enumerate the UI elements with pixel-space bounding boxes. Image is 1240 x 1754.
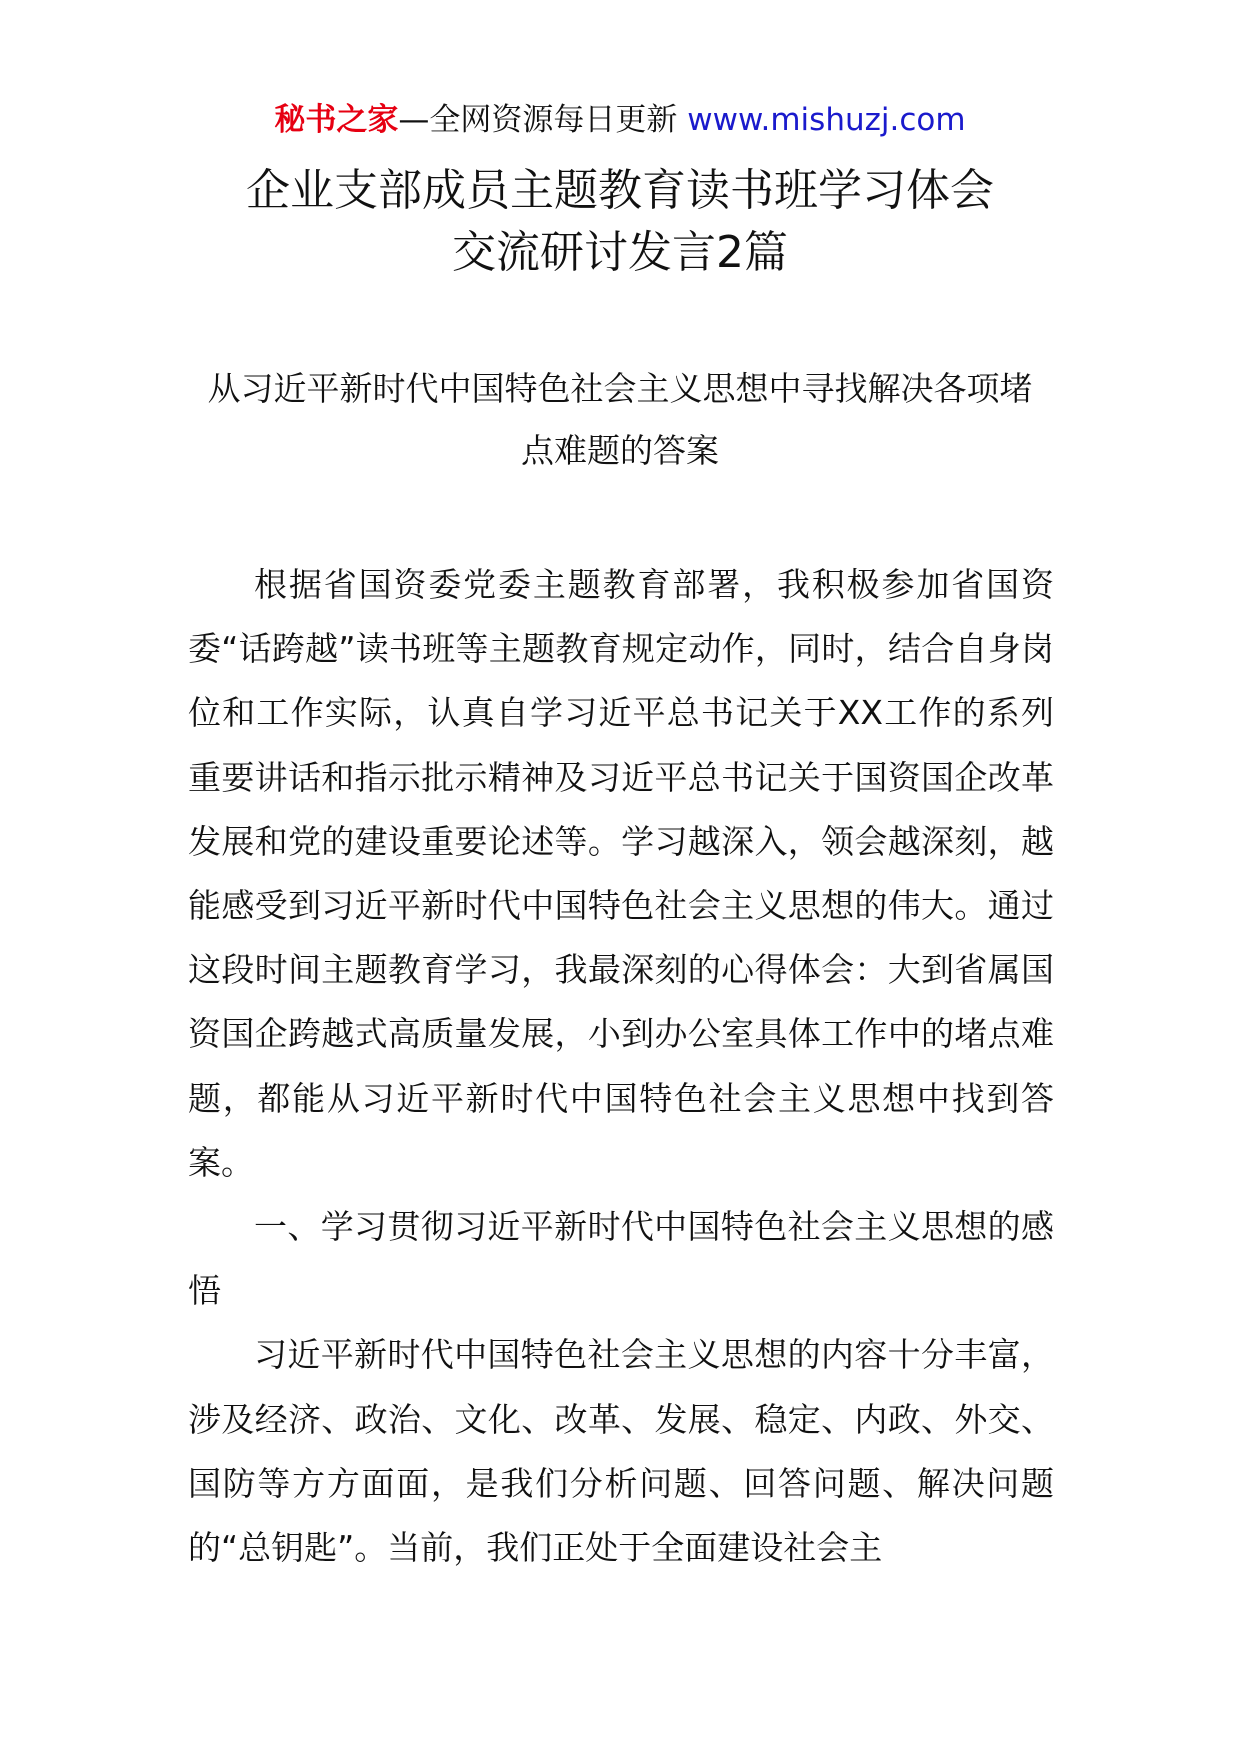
section-heading: 一、学习贯彻习近平新时代中国特色社会主义思想的感悟 <box>188 1207 1054 1311</box>
document-title-line-2: 交流研讨发言2篇 <box>452 227 788 278</box>
site-header <box>0 100 1240 140</box>
document-title <box>0 160 1240 284</box>
body-paragraph: 习近平新时代中国特色社会主义思想的内容十分丰富，涉及经济、政治、文化、改革、发展、稳定、内政、外交、国防等方方面面，是我们分析问题、回答问题、解决问题的“总钥匙”。当前，我们正处于全面建设社会主 <box>188 1335 1054 1568</box>
document-subtitle-line-1: 从习近平新时代中国特色社会主义思想中寻找解决各项堵 <box>207 369 1033 408</box>
document-subtitle <box>0 358 1240 482</box>
document-body <box>188 553 1054 1580</box>
brand-name: 秘书之家 <box>274 102 399 138</box>
document-subtitle-line-2: 点难题的答案 <box>521 431 719 470</box>
body-paragraph: 根据省国资委党委主题教育部署，我积极参加省国资委“话跨越”读书班等主题教育规定动作，同时，结合自身岗位和工作实际，认真自学习近平总书记关于XX工作的系列重要讲话和指示批示精神及习近平总书记关于国资国企改革发展和党的建设重要论述等。学习越深入，领会越深刻，越能感受到习近平新时代中国特色社会主义思想的伟大。通过这段时间主题教育学习，我最深刻的心得体会：大到省属国资国企跨越式高质量发展，小到办公室具体工作中的堵点难题，都能从习近平新时代中国特色社会主义思想中找到答案。 <box>188 565 1054 1182</box>
site-url-link[interactable]: www.mishuzj.com <box>687 102 966 138</box>
header-tagline: —全网资源每日更新 <box>398 102 678 138</box>
document-title-line-1: 企业支部成员主题教育读书班学习体会 <box>246 165 994 216</box>
